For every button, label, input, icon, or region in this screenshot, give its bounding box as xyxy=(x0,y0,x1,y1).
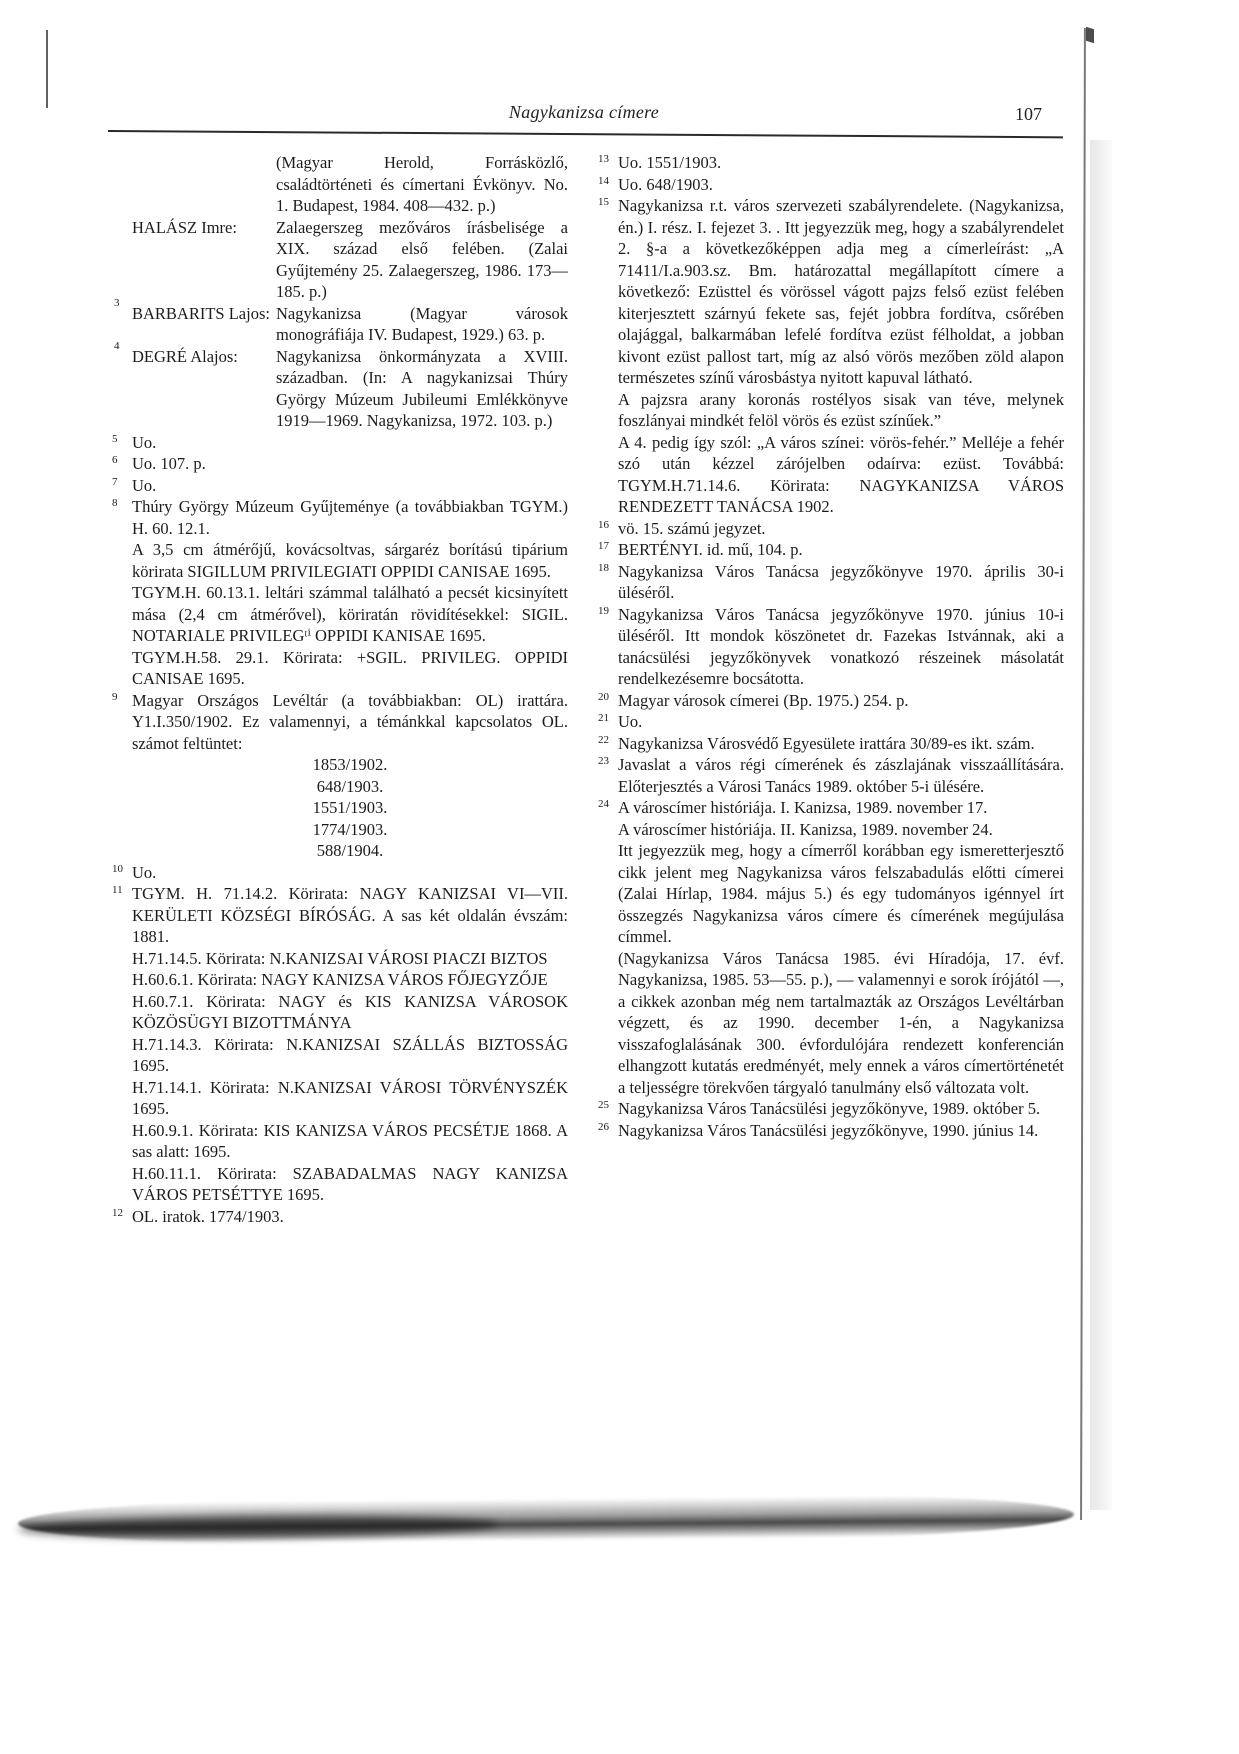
archive-number: 1551/1903. xyxy=(312,798,388,817)
footnote-14 xyxy=(594,174,1064,196)
footnote-text: OL. iratok. 1774/1903. xyxy=(132,1206,284,1226)
footnote-text: H.60.9.1. Körirata: KIS KANIZSA VÁROS PECSÉTJE 1868. A sas alatt: 1695. xyxy=(132,1120,568,1161)
page-number: 107 xyxy=(1015,104,1042,124)
footnote-12 xyxy=(108,1206,568,1228)
bib-author: DEGRÉ Alajos: xyxy=(132,346,238,366)
archive-number: 1853/1902. xyxy=(312,755,388,774)
scan-artifact-bottom-shadow-dark xyxy=(18,1513,498,1540)
bib-reference: Zalaegerszeg mezőváros írásbelisége a XIX. század első felében. (Zalai Gyűjtemény 25. Zalaegerszeg, 1986. 173—185. p.) xyxy=(276,217,568,301)
footnote-text: Itt jegyezzük meg, hogy a címerről korábban egy ismeretterjesztő cikk jelent meg Nagykanizsa város felszabadulás előtti címerei (Zalai Hírlap, 1984. május 5.) és egy tudományos igénnyel írt összegzés Nagykanizsa város címere és címerének megújulása címmel. xyxy=(618,841,1064,946)
footnote-text: vö. 15. számú jegyzet. xyxy=(618,518,766,538)
footnote-16 xyxy=(594,518,1064,540)
footnote-text: Nagykanizsa r.t. város szervezeti szabályrendelete. (Nagykanizsa, én.) I. rész. I. fejezet 3. . Itt jegyezzük meg, hogy a szabályrendelet 2. §-a a következőképpen adja meg a címerleírást: „A 71411/I.a.903.sz. Bm. határozattal megállapított címere a következő: Ezüsttel és vörössel vágott pajzs felső ezüst felében kiterjesztett szárnyú fekete sas, fejét jobbra fordítva, csőrében olajággal, balkarmában lefelé fordítva ezüst félholdat, a jobban kivont ezüst pallost tart, míg az alsó vörös mezőben zöld alapon természetes színű városbástya nyitott kapuval látható. xyxy=(618,196,1064,387)
footnote-text: Uo. 1551/1903. xyxy=(618,153,722,172)
footnote-text: Javaslat a város régi címerének és zászlajának visszaállítására. Előterjesztés a Városi Tanács 1989. október 5-i ülésére. xyxy=(618,755,1064,796)
footnote-text: TGYM.H.58. 29.1. Körirata: +SGIL. PRIVILEG. OPPIDI CANISAE 1695. xyxy=(132,647,568,688)
footnote-number: 9 xyxy=(112,690,118,703)
footnote-text: Uo. xyxy=(618,712,643,731)
footnote-text: Nagykanizsa Város Tanácsa jegyzőkönyve 1970. április 30-i üléséről. xyxy=(618,561,1064,602)
footnote-text: Nagykanizsa Város Tanácsülési jegyzőkönyve, 1990. június 14. xyxy=(618,1120,1039,1140)
footnote-text: H.60.11.1. Körirata: SZABADALMAS NAGY KANIZSA VÁROS PETSÉTTYE 1695. xyxy=(132,1163,568,1204)
footnote-text: Magyar városok címerei (Bp. 1975.) 254. p. xyxy=(618,690,909,710)
footnote-number: 8 xyxy=(112,497,118,509)
footnote-text: A 4. pedig így szól: „A város színei: vörös-fehér.” Melléje a fehér szó után kézzel zárójelben odaírva: ezüst. Továbbá: TGYM.H.71.14.6. Körirata: NAGYKANIZSA VÁROS RENDEZETT TANÁCSA 1902. xyxy=(618,432,1064,516)
footnote-number: 10 xyxy=(112,862,123,875)
footnote-text: H.71.14.5. Körirata: N.KANIZSAI VÁROSI PIACZI BIZTOS xyxy=(132,948,548,968)
bibliography-entry xyxy=(108,152,568,217)
footnote-number: 6 xyxy=(112,454,118,466)
scan-artifact-right-shadow xyxy=(1090,140,1112,1510)
page-title: Nagykanizsa címere xyxy=(508,102,660,122)
scan-artifact-right-edge-line xyxy=(1080,28,1086,1520)
footnote-text: Uo. 648/1903. xyxy=(618,174,713,194)
archive-number: 1774/1903. xyxy=(312,819,388,839)
footnote-text: Thúry György Múzeum Gyűjteménye (a továbbiakban TGYM.) H. 60. 12.1. xyxy=(132,497,568,538)
footnote-number: 16 xyxy=(598,518,609,531)
bib-reference: (Magyar Herold, Forrásközlő, családtörténeti és címertani Évkönyv. No. 1. Budapest, 1984. 408—432. p.) xyxy=(276,153,568,215)
footnote-5 xyxy=(108,432,568,454)
footnote-text: H.71.14.3. Körirata: N.KANIZSAI SZÁLLÁS BIZTOSSÁG 1695. xyxy=(132,1034,568,1075)
footnote-text: Uo. xyxy=(132,475,157,495)
footnote-number: 23 xyxy=(598,755,609,767)
footnote-number: 7 xyxy=(112,475,118,488)
footnote-number: 22 xyxy=(598,733,609,746)
footnote-text: A 3,5 cm átmérőjű, kovácsoltvas, sárgaréz borítású tipárium körirata SIGILLUM PRIVILEGIATI OPPIDI CANISAE 1695. xyxy=(132,540,568,581)
footnote-15 xyxy=(594,195,1064,518)
footnote-number: 11 xyxy=(112,884,123,896)
footnote-text: (Nagykanizsa Város Tanácsa 1985. évi Híradója, 17. évf. Nagykanizsa, 1985. 53—55. p.), — valamennyi e sorok írójától —, a cikkek azonban még nem tartalmazták az Országos Levéltárban végzett, és az 1990. december 1-én, a Nagykanizsa visszafoglalásának 300. évfordulójára rendezett konferencián elhangzott kutatás eredményét, mely ennek a város címertörténetét a teljességre törekvően tárgyaló tanulmány első változata volt. xyxy=(618,948,1064,1097)
footnote-26 xyxy=(594,1120,1064,1142)
footnote-number: 21 xyxy=(598,712,609,724)
footnote-13 xyxy=(594,152,1064,174)
footnote-text: Nagykanizsa Városvédő Egyesülete irattára 30/89-es ikt. szám. xyxy=(618,733,1035,753)
footnote-9 xyxy=(108,690,568,862)
footnote-number: 13 xyxy=(598,153,609,165)
footnote-text: A városcímer históriája. II. Kanizsa, 1989. november 24. xyxy=(618,819,993,839)
footnote-text: Nagykanizsa Város Tanácsülési jegyzőkönyve, 1989. október 5. xyxy=(618,1099,1041,1118)
footnote-number: 26 xyxy=(598,1120,609,1133)
bib-reference: Nagykanizsa (Magyar városok monográfiája IV. Budapest, 1929.) 63. p. xyxy=(276,303,568,344)
scan-artifact-left-edge xyxy=(46,30,48,108)
footnote-25 xyxy=(594,1098,1064,1120)
footnote-text: H.71.14.1. Körirata: N.KANIZSAI VÁROSI TÖRVÉNYSZÉK 1695. xyxy=(132,1077,568,1118)
footnote-number: 14 xyxy=(598,174,609,187)
bibliography-entry xyxy=(108,217,568,303)
scan-artifact-bottom-shadow xyxy=(18,1491,1074,1546)
footnote-text: H.60.7.1. Körirata: NAGY és KIS KANIZSA VÁROSOK KÖZÖSÜGYI BIZOTTMÁNYA xyxy=(132,991,568,1032)
footnote-number: 5 xyxy=(112,432,118,445)
footnote-19 xyxy=(594,604,1064,690)
footnote-number: 12 xyxy=(112,1206,123,1219)
archive-number-list xyxy=(132,754,568,862)
footnote-8 xyxy=(108,496,568,690)
right-column xyxy=(594,152,1064,1227)
footnote-text: Uo. xyxy=(132,432,157,452)
footnote-23 xyxy=(594,754,1064,797)
footnote-21 xyxy=(594,711,1064,733)
footnote-text: Uo. xyxy=(132,862,157,882)
footnote-24 xyxy=(594,797,1064,1098)
bib-reference: Nagykanizsa önkormányzata a XVIII. században. (In: A nagykanizsai Thúry György Múzeum Jubileumi Emlékkönyve 1919—1969. Nagykanizsa, 1972. 103. p.) xyxy=(276,346,568,430)
footnote-text: TGYM. H. 71.14.2. Körirata: NAGY KANIZSAI VI—VII. KERÜLETI KÖZSÉGI BÍRÓSÁG. A sas két oldalán évszám: 1881. xyxy=(132,884,568,946)
footnote-number: 17 xyxy=(598,540,609,552)
bib-author: HALÁSZ Imre: xyxy=(132,217,237,237)
footnote-20 xyxy=(594,690,1064,712)
left-column xyxy=(108,152,568,1227)
footnote-number: 25 xyxy=(598,1099,609,1111)
footnote-6 xyxy=(108,453,568,475)
footnote-22 xyxy=(594,733,1064,755)
footnote-text: A pajzsra arany koronás rostélyos sisak van téve, melynek foszlányai mindkét felöl vörös és ezüst színűek.” xyxy=(618,389,1064,430)
footnote-text: Uo. 107. p. xyxy=(132,454,206,473)
footnote-text: A városcímer históriája. I. Kanizsa, 1989. november 17. xyxy=(618,798,988,817)
footnote-11 xyxy=(108,883,568,1206)
bibliography-entry: 3 BARBARITS Lajos: Nagykanizsa (Magyar városok monográfiája IV. Budapest, 1929.) 63. p. xyxy=(114,296,568,344)
footnote-10 xyxy=(108,862,568,884)
footnote-number: 19 xyxy=(598,604,609,617)
archive-number: 588/1904. xyxy=(316,841,384,860)
scan-artifact-corner-mark xyxy=(1086,27,1094,44)
bibliography-entry: 4 DEGRÉ Alajos: Nagykanizsa önkormányzata a XVIII. században. (In: A nagykanizsai Thúry György Múzeum Jubileumi Emlékkönyve 1919—1969. Nagykanizsa, 1972. 103. p.) xyxy=(114,339,568,430)
footnote-number: 24 xyxy=(598,798,609,810)
footnote-text: BERTÉNYI. id. mű, 104. p. xyxy=(618,540,803,559)
footnote-text: TGYM.H. 60.13.1. leltári számmal található a pecsét kicsinyített mása (2,4 cm átmérővel), köriratán rövidítésekkel: SIGIL. NOTARIALE PRIVILEGᵗⁱ OPPIDI KANISAE 1695. xyxy=(132,583,568,645)
footnote-number: 18 xyxy=(598,561,609,574)
footnote-17 xyxy=(594,539,1064,561)
footnote-text: Magyar Országos Levéltár (a továbbiakban: OL) irattára. Y1.I.350/1902. Ez valamennyi, a témánkkal kapcsolatos OL. számot feltüntet: xyxy=(132,690,568,753)
footnote-text: H.60.6.1. Körirata: NAGY KANIZSA VÁROS FŐJEGYZŐJE xyxy=(132,970,548,989)
footnote-text: Nagykanizsa Város Tanácsa jegyzőkönyve 1970. június 10-i üléséről. Itt mondok köszönetet dr. Fazekas Istvánnak, aki a tanácsülési jegyzőkönyvek vonatkozó részeinek másolatát rendelkezésemre bocsátotta. xyxy=(618,604,1064,688)
footnote-number: 15 xyxy=(598,196,609,208)
footnote-number: 20 xyxy=(598,690,609,703)
bib-author: BARBARITS Lajos: xyxy=(132,303,270,323)
footnote-18 xyxy=(594,561,1064,604)
archive-number: 648/1903. xyxy=(316,776,384,796)
text-columns xyxy=(108,152,1064,1227)
footnote-7 xyxy=(108,475,568,497)
